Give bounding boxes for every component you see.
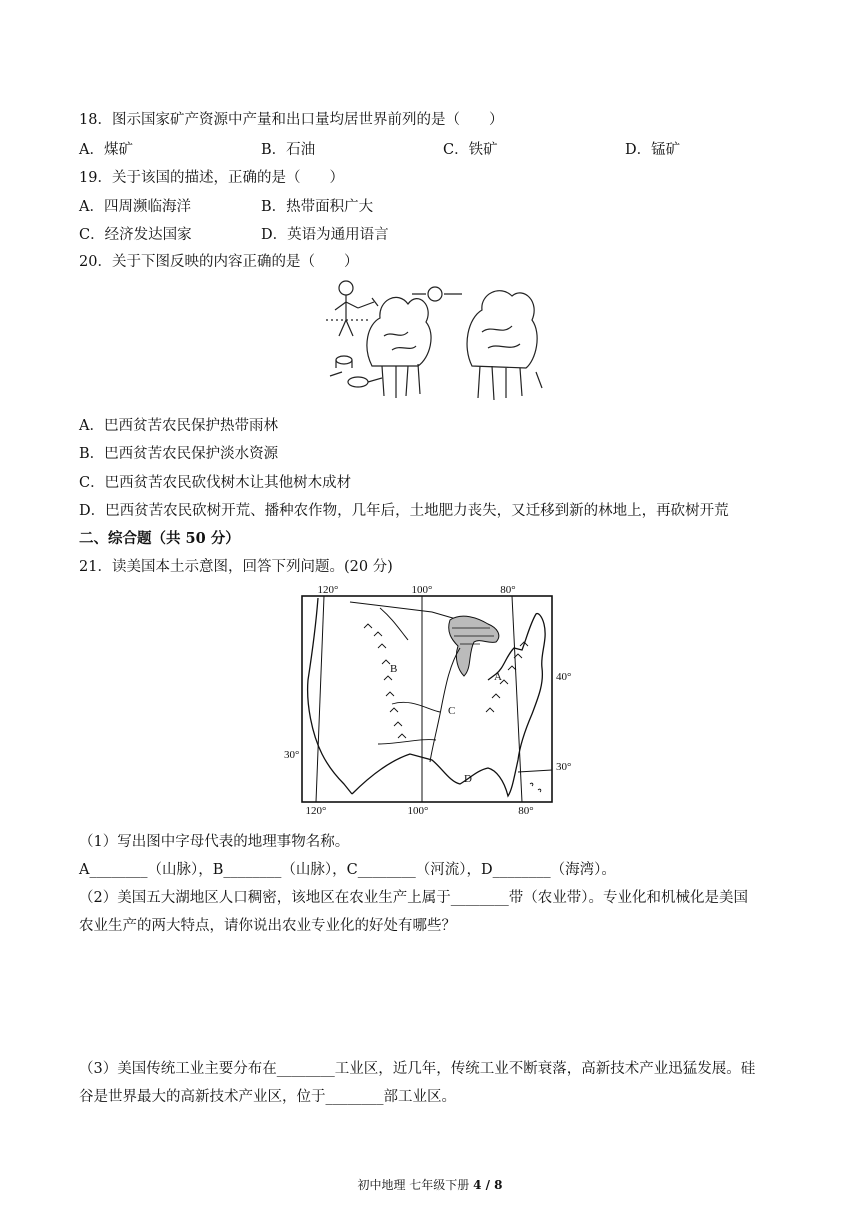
farmer-head [339, 281, 353, 295]
q21-part3-line2: 谷是世界最大的高新技术产业区，位于________部工业区。 [79, 1089, 456, 1105]
bottom-label-80: 80° [518, 805, 534, 816]
great-lakes-icon [449, 616, 499, 676]
rocky-mountains-icon [364, 624, 406, 738]
q18-option-a: A．煤矿 [79, 142, 133, 158]
map-frame [302, 596, 552, 802]
mississippi-river [430, 648, 460, 762]
log-icon [348, 377, 368, 387]
q21-part2-line1: （2）美国五大湖地区人口稠密，该地区在农业生产上属于________带（农业带）。专业化和机械化是美国 [79, 890, 748, 906]
q21-part1-title: （1）写出图中字母代表的地理事物名称。 [79, 834, 350, 850]
q19-option-d: D．英语为通用语言 [261, 227, 389, 243]
q20-option-b: B．巴西贫苦农民保护淡水资源 [79, 446, 279, 462]
q20-option-a: A．巴西贫苦农民保护热带雨林 [79, 418, 278, 434]
q19-option-a: A．四周濒临海洋 [79, 199, 191, 215]
meridian-120 [316, 596, 324, 802]
q19-option-c: C．经济发达国家 [79, 227, 192, 243]
axe-icon [358, 298, 378, 308]
question-18-stem: 18．图示国家矿产资源中产量和出口量均居世界前列的是（ ） [79, 112, 504, 128]
top-label-100: 100° [411, 584, 433, 596]
map-point-d: D [464, 773, 472, 785]
sun-icon [428, 287, 442, 301]
tree-cluster-left [367, 297, 431, 366]
meridian-80 [512, 596, 522, 802]
map-point-c: C [448, 705, 456, 717]
q18-option-c: C．铁矿 [443, 142, 498, 158]
q19-option-b: B．热带面积广大 [261, 199, 374, 215]
tree-cluster-right [467, 291, 537, 368]
deforestation-illustration [322, 276, 544, 402]
section-2-title: 二、综合题（共 50 分） [79, 530, 240, 547]
usa-map-figure [282, 584, 582, 816]
top-label-80: 80° [500, 584, 516, 596]
farmer-body [335, 295, 358, 336]
usa-coastline [308, 598, 546, 796]
map-point-a: A [494, 671, 502, 683]
lat-label-30-right: 30° [556, 761, 572, 773]
q21-part1-answer: A________（山脉），B________（山脉），C________（河流），D________（海湾）。 [79, 862, 616, 878]
q18-option-b: B．石油 [261, 142, 316, 158]
q21-part3-line1: （3）美国传统工业主要分布在________工业区，近几年，传统工业不断衰落，高新技术产业迅猛发展。硅 [79, 1061, 756, 1077]
q20-option-d: D．巴西贫苦农民砍树开荒、播种农作物，几年后，土地肥力丧失，又迁移到新的林地上，再砍树开荒 [79, 503, 729, 519]
lat-label-40-right: 40° [556, 671, 572, 683]
question-19-stem: 19．关于该国的描述，正确的是（ ） [79, 170, 344, 186]
page-footer [0, 1176, 860, 1193]
page-number: 4 / 8 [473, 1178, 503, 1192]
q18-option-d: D．锰矿 [625, 142, 681, 158]
q20-option-c: C．巴西贫苦农民砍伐树木让其他树木成材 [79, 475, 352, 491]
question-21-stem: 21．读美国本土示意图，回答下列问题。(20 分) [79, 559, 393, 575]
tree-stump-icon [336, 356, 352, 364]
top-label-120: 120° [317, 584, 339, 596]
bottom-label-100: 100° [407, 805, 429, 816]
lat-label-30-left: 30° [284, 749, 300, 761]
question-20-stem: 20．关于下图反映的内容正确的是（ ） [79, 254, 359, 270]
map-point-b: B [390, 663, 398, 675]
q21-part2-line2: 农业生产的两大特点，请你说出农业专业化的好处有哪些？ [79, 918, 456, 934]
footer-text: 初中地理 七年级下册 [357, 1178, 474, 1192]
bottom-label-120: 120° [305, 805, 327, 816]
